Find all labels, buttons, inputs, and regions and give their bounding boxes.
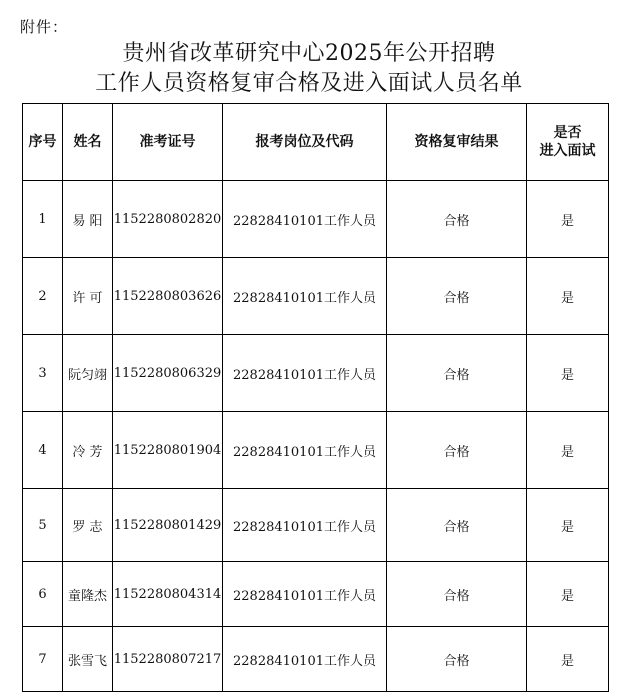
column-header-ticket: 准考证号: [113, 104, 223, 181]
table-row: [23, 489, 609, 562]
column-header-interview: [527, 104, 609, 181]
document-title-line1: 贵州省改革研究中心2025年公开招聘: [122, 41, 496, 66]
cell-name: 张雪飞: [63, 627, 113, 692]
cell-interview: 是: [527, 258, 609, 335]
cell-result: 合格: [387, 627, 527, 692]
column-header-interview-line1: 是否: [553, 125, 582, 141]
table-row: [23, 181, 609, 258]
cell-result: 合格: [387, 181, 527, 258]
cell-post: 22828410101工作人员: [223, 562, 387, 627]
cell-no: 4: [23, 412, 63, 489]
cell-ticket: 1152280803626: [113, 258, 223, 335]
column-header-result: 资格复审结果: [387, 104, 527, 181]
column-header-interview-line2: 进入面试: [539, 143, 596, 159]
cell-no: 7: [23, 627, 63, 692]
column-header-no: 序号: [23, 104, 63, 181]
cell-name: 童隆杰: [63, 562, 113, 627]
cell-post: 22828410101工作人员: [223, 258, 387, 335]
cell-ticket: 1152280801429: [113, 489, 223, 562]
cell-result: 合格: [387, 412, 527, 489]
cell-name: 易 阳: [63, 181, 113, 258]
cell-interview: 是: [527, 181, 609, 258]
cell-interview: 是: [527, 412, 609, 489]
cell-result: 合格: [387, 335, 527, 412]
cell-no: 3: [23, 335, 63, 412]
column-header-post: 报考岗位及代码: [223, 104, 387, 181]
cell-no: 1: [23, 181, 63, 258]
cell-ticket: 1152280807217: [113, 627, 223, 692]
table-row: [23, 562, 609, 627]
cell-name: 许 可: [63, 258, 113, 335]
cell-name: 冷 芳: [63, 412, 113, 489]
cell-ticket: 1152280802820: [113, 181, 223, 258]
column-header-name: 姓名: [63, 104, 113, 181]
cell-post: 22828410101工作人员: [223, 489, 387, 562]
cell-result: 合格: [387, 489, 527, 562]
cell-result: 合格: [387, 562, 527, 627]
cell-no: 2: [23, 258, 63, 335]
table-header-row: [23, 104, 609, 181]
cell-name: 罗 志: [63, 489, 113, 562]
cell-post: 22828410101工作人员: [223, 627, 387, 692]
cell-post: 22828410101工作人员: [223, 335, 387, 412]
cell-no: 6: [23, 562, 63, 627]
cell-interview: 是: [527, 335, 609, 412]
table-row: [23, 335, 609, 412]
table-row: [23, 627, 609, 692]
cell-interview: 是: [527, 562, 609, 627]
cell-no: 5: [23, 489, 63, 562]
attachment-label: 附件：: [20, 18, 69, 36]
document-title-line2: 工作人员资格复审合格及进入面试人员名单: [95, 71, 523, 96]
cell-result: 合格: [387, 258, 527, 335]
table-row: [23, 412, 609, 489]
cell-interview: 是: [527, 489, 609, 562]
cell-ticket: 1152280801904: [113, 412, 223, 489]
cell-post: 22828410101工作人员: [223, 181, 387, 258]
cell-name: 阮匀翊: [63, 335, 113, 412]
table-row: [23, 258, 609, 335]
cell-interview: 是: [527, 627, 609, 692]
cell-post: 22828410101工作人员: [223, 412, 387, 489]
candidate-table: [22, 103, 609, 692]
cell-ticket: 1152280804314: [113, 562, 223, 627]
cell-ticket: 1152280806329: [113, 335, 223, 412]
